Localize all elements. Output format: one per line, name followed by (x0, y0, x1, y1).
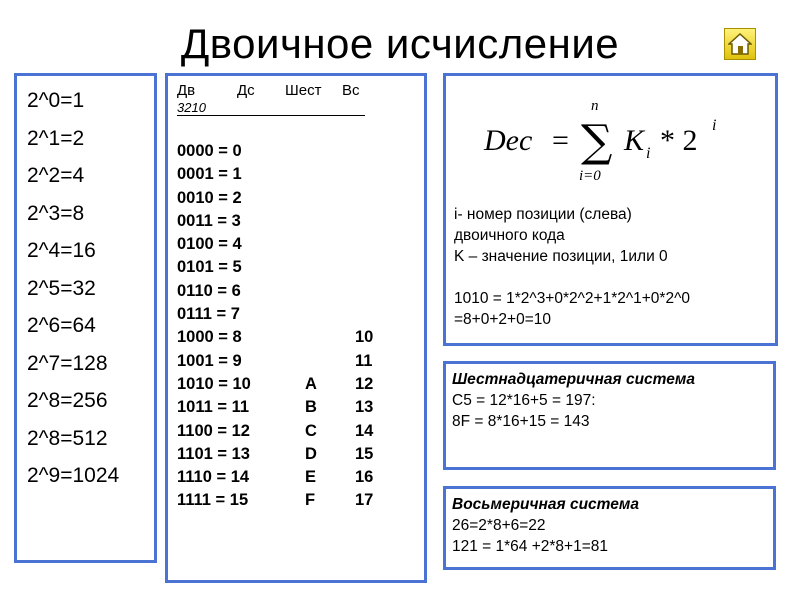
bit-positions: 3210 (177, 100, 206, 115)
table-row (177, 491, 424, 514)
formula-line: K – значение позиции, 1или 0 (454, 248, 668, 265)
power-item: 2^9=1024 (27, 464, 120, 487)
hex-title: Шестнадцатеричная система (452, 371, 695, 388)
power-item: 2^4=16 (27, 239, 96, 262)
power-item: 2^5=32 (27, 276, 96, 300)
table-rows (177, 142, 424, 515)
table-row (177, 142, 424, 165)
octal-value: 16 (355, 468, 374, 487)
formula-exp: i (712, 117, 717, 134)
hex-value: C (305, 421, 317, 440)
table-row (177, 189, 424, 212)
table-row (177, 422, 424, 445)
table-row (177, 468, 424, 491)
octal-system-box (443, 486, 776, 570)
hex-value: E (305, 468, 317, 487)
binary-value: 0101 = 5 (177, 258, 242, 277)
binary-value: 1100 = 12 (177, 421, 250, 440)
formula-upper: n (591, 98, 599, 114)
power-item: 2^6=64 (27, 314, 96, 337)
hex-line: 8F = 8*16+15 = 143 (452, 413, 590, 430)
binary-value: 0001 = 1 (177, 165, 242, 184)
oct-title: Восьмеричная система (452, 496, 639, 513)
binary-value: 0011 = 3 (177, 211, 241, 230)
conversion-table (165, 73, 427, 583)
table-row (177, 282, 424, 305)
octal-value: 12 (355, 374, 374, 393)
table-row (177, 328, 424, 351)
binary-value: 1110 = 14 (177, 468, 250, 487)
power-item: 2^8=512 (27, 426, 108, 450)
table-row (177, 235, 424, 258)
octal-value: 14 (355, 421, 374, 440)
table-row (177, 375, 424, 398)
subheader-underline (177, 115, 365, 116)
binary-value: 1010 = 10 (177, 374, 251, 393)
table-subheader (177, 100, 424, 116)
formula-lhs: Dec (484, 124, 533, 157)
binary-value: 0110 = 6 (177, 281, 241, 300)
power-item: 2^1=2 (27, 126, 85, 150)
home-icon (728, 33, 752, 55)
octal-value: 13 (355, 398, 374, 417)
table-row (177, 258, 424, 281)
formula-eq: = (552, 124, 569, 157)
hex-value: F (305, 491, 316, 510)
octal-value: 10 (355, 328, 374, 347)
formula-k-sub: i (646, 145, 651, 162)
formula-explanation (454, 204, 690, 330)
home-button[interactable] (724, 28, 756, 60)
formula-lower: i=0 (579, 168, 601, 184)
octal-value: 11 (355, 351, 373, 370)
binary-value: 0010 = 2 (177, 188, 242, 207)
octal-value: 17 (355, 491, 374, 510)
table-row (177, 398, 424, 421)
header-dec: Дс (237, 82, 255, 99)
powers-list (14, 73, 157, 563)
formula-sigma: ∑ (581, 116, 613, 167)
table-row (177, 165, 424, 188)
formula-line: двоичного кода (454, 227, 565, 244)
page-title: Двоичное исчисление (180, 20, 620, 67)
power-item: 2^3=8 (27, 201, 85, 225)
octal-value: 15 (355, 444, 374, 463)
power-item: 2^8=256 (27, 389, 108, 412)
formula-line: 1010 = 1*2^3+0*2^2+1*2^1+0*2^0 (454, 290, 690, 307)
hex-value: B (305, 398, 317, 417)
header-bin: Дв (177, 82, 196, 99)
table-row (177, 352, 424, 375)
binary-value: 1000 = 8 (177, 328, 242, 347)
binary-value: 1001 = 9 (177, 351, 242, 370)
hex-line: C5 = 12*16+5 = 197: (452, 392, 596, 409)
binary-value: 0000 = 0 (177, 142, 242, 160)
table-header (177, 82, 424, 99)
hex-system-box (443, 361, 776, 470)
header-oct: Вс (342, 82, 360, 99)
formula-box (443, 73, 778, 346)
formula-times: * 2 (660, 124, 698, 157)
binary-value: 0111 = 7 (177, 305, 240, 324)
binary-value: 0100 = 4 (177, 235, 242, 254)
formula-line: i- номер позиции (слева) (454, 206, 632, 223)
header-hex: Шест (285, 82, 322, 99)
table-row (177, 305, 424, 328)
table-row (177, 212, 424, 235)
hex-value: A (305, 374, 317, 393)
formula-line (454, 267, 690, 288)
formula-line: =8+0+2+0=10 (454, 311, 551, 328)
table-row (177, 445, 424, 468)
oct-line: 26=2*8+6=22 (452, 517, 546, 534)
hex-value: D (305, 444, 317, 463)
binary-value: 1101 = 13 (177, 444, 250, 463)
oct-line: 121 = 1*64 +2*8+1=81 (452, 538, 609, 555)
binary-value: 1011 = 11 (177, 398, 250, 417)
dec-formula (476, 88, 736, 198)
formula-k: K (624, 124, 645, 157)
power-item: 2^7=128 (27, 351, 108, 375)
power-item: 2^0=1 (27, 89, 85, 112)
power-item: 2^2=4 (27, 164, 85, 187)
binary-value: 1111 = 15 (177, 491, 249, 510)
